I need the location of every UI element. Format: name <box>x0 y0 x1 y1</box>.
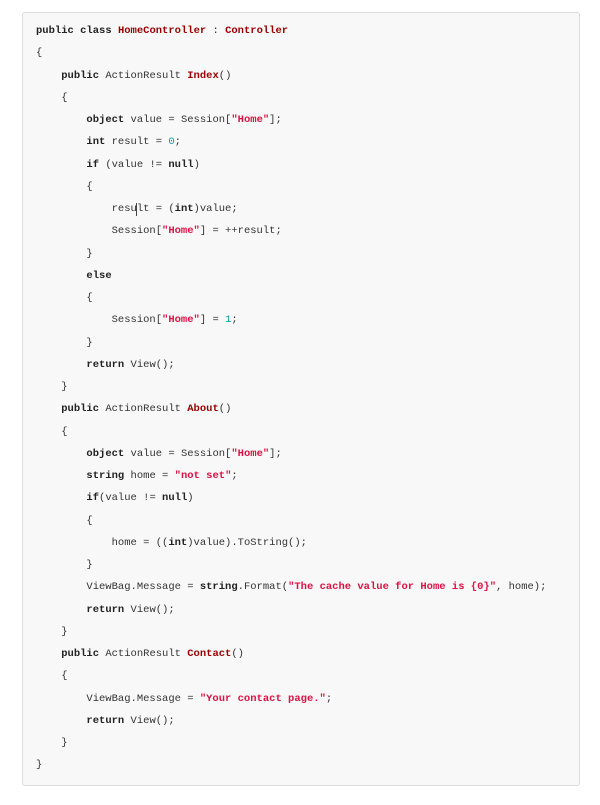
code-line <box>36 332 573 354</box>
code-token-plain: { <box>36 425 68 438</box>
code-token-plain: () <box>218 403 232 416</box>
code-token-plain: result = <box>105 136 169 149</box>
code-line <box>36 576 573 598</box>
code-token-plain: { <box>36 514 93 527</box>
code-token-name: Index <box>187 69 219 82</box>
code-line <box>36 710 573 732</box>
code-token-plain: ActionResult <box>99 69 188 82</box>
code-token-keyword: return <box>86 603 125 616</box>
code-token-plain: { <box>36 47 43 60</box>
code-line <box>36 398 573 420</box>
code-line <box>36 754 573 776</box>
code-token-name: Controller <box>225 25 289 37</box>
code-line <box>36 131 573 153</box>
code-token-plain: } <box>36 247 93 260</box>
code-token-plain: Session[ <box>36 225 163 238</box>
code-token-plain: ] = ++result; <box>199 225 282 238</box>
code-line <box>36 621 573 643</box>
code-token-plain: } <box>36 625 68 638</box>
code-line <box>36 20 573 42</box>
code-line <box>36 443 573 465</box>
code-token-keyword: object <box>86 114 125 126</box>
code-token-plain <box>36 448 86 460</box>
code-token-plain: )value).ToString(); <box>187 536 307 549</box>
code-token-plain: { <box>36 670 68 683</box>
code-token-plain: home = <box>124 470 175 482</box>
code-token-plain <box>36 159 86 171</box>
code-line <box>36 688 573 710</box>
code-token-keyword: string <box>199 581 238 594</box>
code-token-plain <box>36 715 86 727</box>
code-token-plain: ; <box>231 314 238 327</box>
code-token-keyword: public <box>61 648 100 660</box>
code-token-string: "Home" <box>162 314 200 327</box>
code-line <box>36 421 573 443</box>
code-token-name: Contact <box>187 648 232 660</box>
code-token-keyword: int <box>86 136 106 149</box>
code-token-plain: (value != <box>99 158 169 171</box>
code-token-plain <box>36 604 86 616</box>
code-line <box>36 287 573 309</box>
code-token-keyword: int <box>168 536 188 549</box>
code-line <box>36 599 573 621</box>
code-token-plain: ViewBag.Message = <box>36 581 200 594</box>
code-token-plain <box>36 114 86 126</box>
code-line <box>36 42 573 64</box>
code-token-number: 1 <box>225 314 232 327</box>
code-token-plain: } <box>36 336 93 349</box>
code-token-string: "Home" <box>231 447 270 460</box>
code-line <box>36 732 573 754</box>
code-line <box>36 198 573 220</box>
code-token-plain: ; <box>325 692 333 705</box>
code-token-plain: () <box>231 648 244 660</box>
code-token-plain <box>36 492 86 504</box>
code-token-plain <box>36 403 61 415</box>
code-token-name: HomeController <box>117 25 207 37</box>
code-token-plain <box>36 136 86 148</box>
code-token-keyword: public <box>61 403 100 416</box>
code-token-plain: View(); <box>124 358 175 371</box>
code-token-keyword: public <box>61 69 100 82</box>
code-token-string: "not set" <box>174 470 232 482</box>
code-token-plain: () <box>218 69 232 82</box>
code-token-plain: ActionResult <box>99 648 188 660</box>
code-token-plain: ActionResult <box>99 403 188 416</box>
code-token-plain: ) <box>193 158 200 171</box>
code-token-plain <box>36 359 86 371</box>
code-token-plain: value = Session[ <box>124 114 232 126</box>
code-token-keyword: public <box>36 25 74 37</box>
code-token-name: About <box>187 403 219 416</box>
code-token-keyword: return <box>86 358 125 371</box>
code-line <box>36 109 573 131</box>
code-token-keyword: null <box>168 158 194 171</box>
code-token-plain <box>36 70 61 82</box>
code-token-plain: ]; <box>269 114 282 126</box>
code-token-plain: ] = <box>199 314 226 327</box>
code-token-plain: View(); <box>124 714 175 727</box>
code-line <box>36 465 573 487</box>
code-line <box>36 532 573 554</box>
code-line <box>36 510 573 532</box>
code-line <box>36 265 573 287</box>
code-line <box>36 65 573 87</box>
code-token-plain: } <box>36 737 68 749</box>
text-caret <box>136 203 137 216</box>
code-token-keyword: else <box>86 269 112 282</box>
code-token-plain: (value != <box>99 492 163 505</box>
code-token-keyword: if <box>86 492 100 505</box>
code-token-plain: lt = ( <box>136 203 175 215</box>
code-token-plain: } <box>36 759 43 772</box>
code-token-plain: value = Session[ <box>124 447 232 460</box>
code-line <box>36 154 573 176</box>
code-token-plain: { <box>36 292 93 304</box>
code-line <box>36 376 573 398</box>
code-line <box>36 354 573 376</box>
code-token-string: "Home" <box>162 225 200 238</box>
code-token-plain: Session[ <box>36 314 163 327</box>
code-line <box>36 554 573 576</box>
code-token-string: "Your contact page." <box>199 692 326 705</box>
code-line <box>36 87 573 109</box>
code-token-keyword: return <box>86 714 125 727</box>
code-token-plain: )value; <box>193 203 238 215</box>
code-token-plain <box>36 470 86 482</box>
code-line <box>36 309 573 331</box>
code-token-plain: ) <box>187 492 194 505</box>
code-line <box>36 665 573 687</box>
code-token-plain: ; <box>231 470 238 482</box>
code-token-plain: ]; <box>269 447 282 460</box>
code-token-plain: ; <box>174 136 181 149</box>
code-token-keyword: string <box>86 470 125 482</box>
code-token-number: 0 <box>168 136 175 149</box>
code-line <box>36 220 573 242</box>
code-token-keyword: int <box>174 203 194 215</box>
code-token-plain: , home); <box>496 581 547 594</box>
code-token-string: "The cache value for Home is {0}" <box>288 581 496 594</box>
code-line <box>36 643 573 665</box>
code-block[interactable] <box>22 12 580 786</box>
code-token-plain: home = (( <box>36 536 169 549</box>
code-token-keyword: object <box>86 447 125 460</box>
code-token-plain <box>36 648 61 660</box>
code-token-plain <box>36 270 86 282</box>
code-token-plain: ViewBag.Message = <box>36 692 200 705</box>
code-token-string: "Home" <box>231 114 270 126</box>
code-token-keyword: if <box>86 158 100 171</box>
code-token-plain: .Format( <box>237 581 289 594</box>
code-line <box>36 487 573 509</box>
code-token-plain: { <box>36 180 93 193</box>
code-token-keyword: class <box>80 25 112 37</box>
code-token-plain: } <box>36 559 93 571</box>
code-token-plain: } <box>36 381 68 393</box>
code-token-plain: resu <box>36 203 137 215</box>
code-token-plain: : <box>206 25 226 37</box>
code-line <box>36 243 573 265</box>
code-token-keyword: null <box>162 492 188 505</box>
code-token-plain: View(); <box>124 603 175 616</box>
code-line <box>36 176 573 198</box>
code-token-plain: { <box>36 91 68 104</box>
